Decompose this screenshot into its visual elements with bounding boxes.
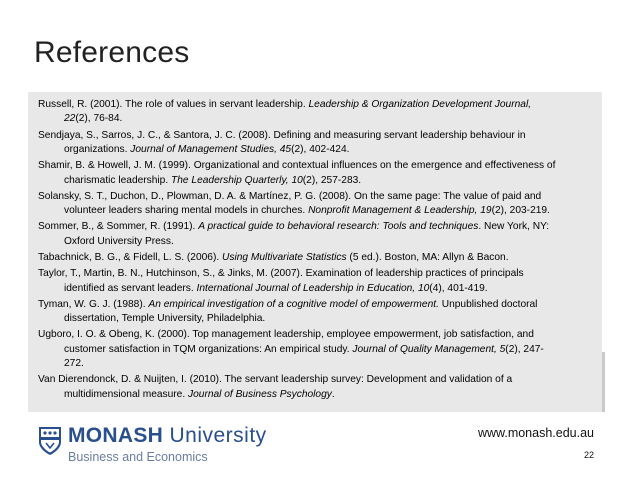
brand-name-bold: MONASH [68,424,164,447]
reference-details: . [331,388,335,400]
faculty-name: Business and Economics [68,450,208,464]
reference-text: Russell, R. (2001). The role of values in servant leadership. [38,99,309,110]
brand-wordmark [68,424,267,448]
reference-details: (5 ed.). Boston, MA: Allyn & Bacon. [346,252,509,264]
reference-text: Taylor, T., Martin, B. N., Hutchinson, S., & Jinks, M. (2007). Examination of leadership practices of principals identified as servant leaders. [38,268,524,294]
reference-details: (2), 257-283. [302,174,362,186]
reference-item [38,251,558,265]
reference-item [38,190,558,219]
reference-source: Journal of Quality Management, 5 [352,343,506,355]
reference-list [38,98,558,404]
reference-item [38,159,558,188]
reference-source: Journal of Management Studies, 45 [130,144,292,156]
reference-item [38,373,558,402]
reference-details: . New York, NY: Oxford University Press. [64,221,550,247]
reference-details: (2), 247-272. [64,343,544,370]
reference-text: Sommer, B., & Sommer, R. (1991). [38,221,199,233]
reference-source: Nonprofit Management & Leadership, 19 [308,205,492,217]
reference-text: Ugboro, I. O. & Obeng, K. (2000). Top management leadership, employee empowerment, job satisfaction, and customer satisfaction in TQM organizations: An empirical study. [38,329,534,355]
reference-item [38,328,558,371]
page-number: 22 [583,450,594,460]
monash-crest-icon [38,426,62,456]
reference-text: Shamir, B. & Howell, J. M. (1999). Organizational and contextual influences on the emergence and effectiveness of charismatic leadership. [38,160,556,186]
brand-name-rest: University [163,424,267,447]
reference-item [38,298,558,327]
reference-source: Journal of Business Psychology [188,388,332,400]
reference-source: The Leadership Quarterly, 10 [171,174,303,186]
reference-item [38,129,558,158]
reference-text: Tabachnick, B. G., & Fidell, L. S. (2006). [38,252,223,264]
reference-item [38,98,558,127]
reference-text: Van Dierendonck, D. & Nuijten, I. (2010). The servant leadership survey: Development and validation of a multidimensional measure. [38,374,513,400]
reference-source: A practical guide to behavioral research: Tools and techniques [198,221,479,233]
reference-item [38,220,558,249]
reference-item [38,267,558,296]
reference-text: Tyman, W. G. J. (1988). [38,298,149,310]
reference-source: International Journal of Leadership in Education, 10 [196,282,430,294]
reference-details: (2), 203-219. [491,205,550,217]
reference-details: (2), 402-424. [291,144,350,156]
reference-details: Unpublished doctoral dissertation, Temple University, Philadelphia. [64,298,538,325]
reference-text: Solansky, S. T., Duchon, D., Plowman, D. A. & Martínez, P. G. (2008). On the same page: The value of paid and volunteer leaders sharing mental models in churches. [38,190,542,217]
monash-logo [38,424,267,470]
slide-title: References [34,36,190,69]
reference-source: An empirical investigation of a cognitive model of empowerment. [148,298,439,310]
reference-details: (4), 401-419. [429,282,488,294]
reference-text: Sendjaya, S., Sarros, J. C., & Santora, J. C. (2008). Defining and measuring servant leadership behaviour in organizations. [38,129,526,156]
reference-source: Leadership & Organization Development Journal, 22 [64,99,532,125]
reference-source: Using Multivariate Statistics [222,252,347,264]
website-url: www.monash.edu.au [477,426,594,440]
reference-details: (2), 76-84. [75,113,123,125]
